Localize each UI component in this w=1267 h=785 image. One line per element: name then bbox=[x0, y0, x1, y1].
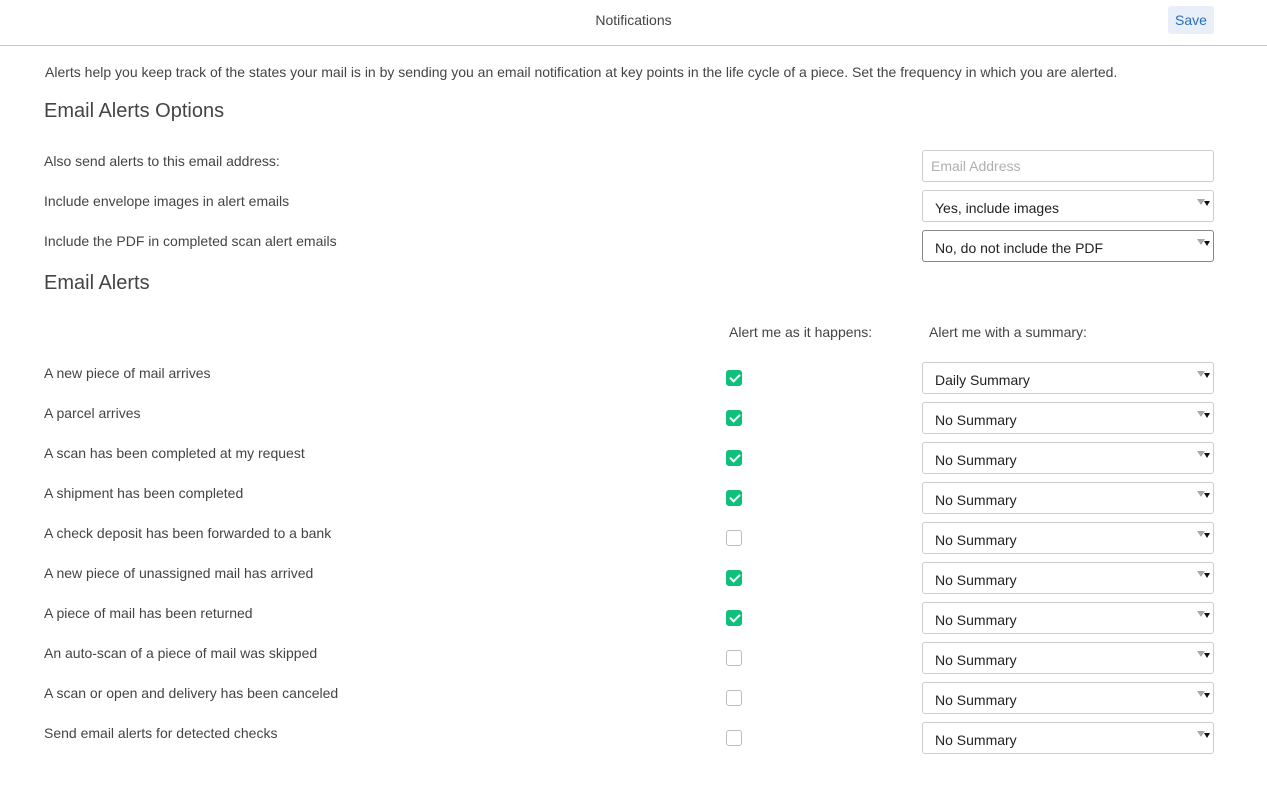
alert-row-label: A piece of mail has been returned bbox=[44, 605, 253, 621]
realtime-alert-checkbox[interactable] bbox=[726, 530, 742, 546]
summary-frequency-select[interactable] bbox=[922, 362, 1214, 394]
summary-frequency-select[interactable] bbox=[922, 522, 1214, 554]
summary-frequency-select[interactable] bbox=[922, 682, 1214, 714]
summary-frequency-select[interactable] bbox=[922, 562, 1214, 594]
chevron-down-icon bbox=[1204, 493, 1210, 498]
summary-frequency-select[interactable] bbox=[922, 402, 1214, 434]
chevron-down-icon bbox=[1204, 733, 1210, 738]
page-title: Notifications bbox=[595, 12, 672, 28]
save-button[interactable]: Save bbox=[1168, 6, 1214, 34]
summary-frequency-value: No Summary bbox=[935, 412, 1017, 428]
chevron-down-icon bbox=[1204, 201, 1210, 206]
include-pdf-value: No, do not include the PDF bbox=[935, 240, 1104, 256]
realtime-alert-checkbox[interactable] bbox=[726, 650, 742, 666]
alert-row-label: A scan has been completed at my request bbox=[44, 445, 305, 461]
realtime-alert-checkbox[interactable] bbox=[726, 610, 742, 626]
chevron-down-icon bbox=[1204, 453, 1210, 458]
summary-frequency-value: Daily Summary bbox=[935, 372, 1030, 388]
envelope-images-select[interactable] bbox=[922, 190, 1214, 222]
summary-frequency-select[interactable] bbox=[922, 482, 1214, 514]
realtime-alert-checkbox[interactable] bbox=[726, 730, 742, 746]
realtime-alert-checkbox[interactable] bbox=[726, 570, 742, 586]
realtime-column-header: Alert me as it happens: bbox=[729, 324, 873, 340]
summary-frequency-value: No Summary bbox=[935, 652, 1017, 668]
alert-row-label: An auto-scan of a piece of mail was skipped bbox=[44, 645, 318, 661]
realtime-alert-checkbox[interactable] bbox=[726, 490, 742, 506]
envelope-images-label: Include envelope images in alert emails bbox=[44, 193, 290, 209]
extra-email-label: Also send alerts to this email address: bbox=[44, 153, 280, 169]
top-bar bbox=[0, 0, 1267, 46]
realtime-alert-checkbox[interactable] bbox=[726, 370, 742, 386]
alert-row-label: Send email alerts for detected checks bbox=[44, 725, 278, 741]
chevron-down-icon bbox=[1204, 413, 1210, 418]
summary-frequency-value: No Summary bbox=[935, 692, 1017, 708]
alert-row-label: A scan or open and delivery has been canceled bbox=[44, 685, 339, 701]
realtime-alert-checkbox[interactable] bbox=[726, 410, 742, 426]
include-pdf-select[interactable] bbox=[922, 230, 1214, 262]
extra-email-input[interactable] bbox=[922, 150, 1214, 182]
chevron-down-icon bbox=[1204, 241, 1210, 246]
summary-column-header: Alert me with a summary: bbox=[929, 324, 1087, 340]
envelope-images-value: Yes, include images bbox=[935, 200, 1060, 216]
chevron-down-icon bbox=[1204, 573, 1210, 578]
realtime-alert-checkbox[interactable] bbox=[726, 690, 742, 706]
alert-row-label: A parcel arrives bbox=[44, 405, 141, 421]
summary-frequency-value: No Summary bbox=[935, 572, 1017, 588]
summary-frequency-value: No Summary bbox=[935, 612, 1017, 628]
summary-frequency-select[interactable] bbox=[922, 442, 1214, 474]
summary-frequency-value: No Summary bbox=[935, 732, 1017, 748]
chevron-down-icon bbox=[1204, 693, 1210, 698]
summary-frequency-select[interactable] bbox=[922, 642, 1214, 674]
summary-frequency-value: No Summary bbox=[935, 492, 1017, 508]
chevron-down-icon bbox=[1204, 653, 1210, 658]
alert-row-label: A shipment has been completed bbox=[44, 485, 244, 501]
summary-frequency-value: No Summary bbox=[935, 532, 1017, 548]
include-pdf-label: Include the PDF in completed scan alert emails bbox=[44, 233, 337, 249]
intro-text: Alerts help you keep track of the states your mail is in by sending you an email notification at key points in the life cycle of a piece. Set the frequency in which you are alerted. bbox=[45, 64, 1118, 80]
summary-frequency-select[interactable] bbox=[922, 722, 1214, 754]
summary-frequency-value: No Summary bbox=[935, 452, 1017, 468]
email-alerts-heading: Email Alerts bbox=[44, 272, 150, 294]
chevron-down-icon bbox=[1204, 373, 1210, 378]
chevron-down-icon bbox=[1204, 613, 1210, 618]
chevron-down-icon bbox=[1204, 533, 1210, 538]
alert-row-label: A new piece of mail arrives bbox=[44, 365, 211, 381]
alert-row-label: A new piece of unassigned mail has arrived bbox=[44, 565, 314, 581]
summary-frequency-select[interactable] bbox=[922, 602, 1214, 634]
email-alerts-options-heading: Email Alerts Options bbox=[44, 100, 225, 122]
alert-row-label: A check deposit has been forwarded to a bank bbox=[44, 525, 332, 541]
realtime-alert-checkbox[interactable] bbox=[726, 450, 742, 466]
